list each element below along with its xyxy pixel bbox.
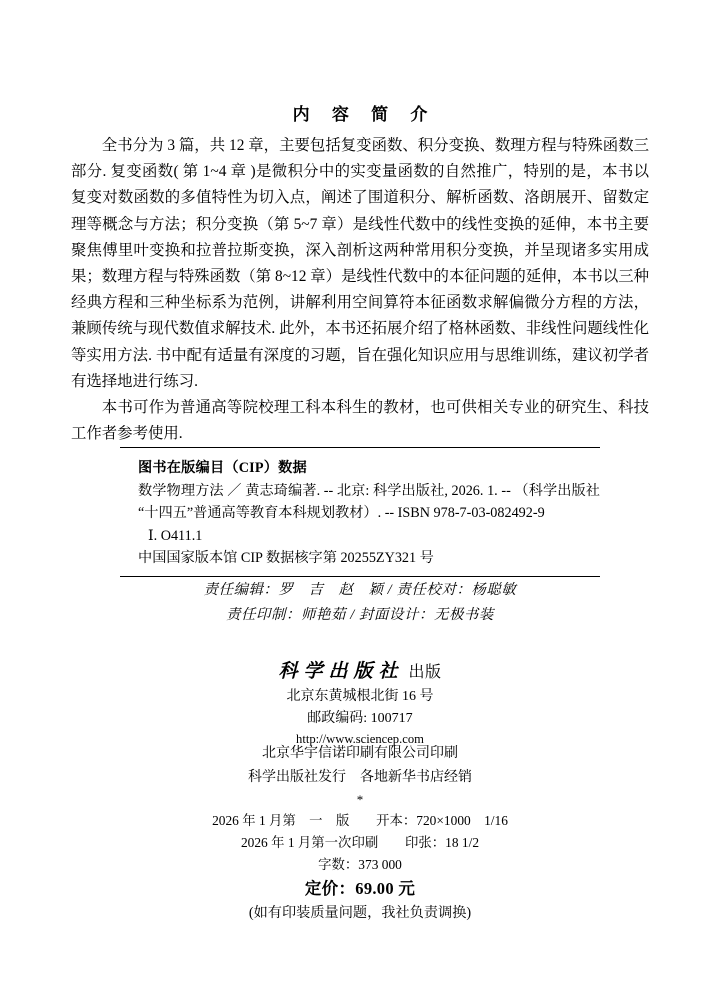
separator-asterisk: * <box>356 792 364 807</box>
cip-archive-number: 中国国家版本馆 CIP 数据核字第 20255ZY321 号 <box>138 550 434 566</box>
credit-editor-line: 责任编辑：罗 吉 赵 颖 / 责任校对：杨聪敏 <box>203 582 517 598</box>
page-title: 内 容 简 介 <box>292 105 437 124</box>
credit-production-line: 责任印制：师艳茹 / 封面设计：无极书装 <box>226 607 494 623</box>
publisher-address: 北京东黄城根北街 16 号 <box>286 689 434 704</box>
abstract-paragraph-1: 全书分为 3 篇，共 12 章，主要包括复变函数、积分变换、数理方程与特殊函数三部分. 复变函数( 第 1~4 章 )是微积分中的实变量函数的自然推广，特别的是，本书以复变对数函数的多值特性为切入点，阐述了围道积分、解析函数、洛朗展开、留数定理等概念与方法；积分变换（第 5~7 章）是线性代数中的线性变换的延伸，本书主要聚焦傅里叶变换和拉普拉斯变换，深入剖析这两种常用积分变换，并呈现诸多实用成果；数理方程与特殊函数（第 8~12 章）是线性代数中的本征问题的延伸，本书以三种经典方程和三种坐标系为范例，讲解利用空间算符本征函数求解偏微分方程的方法，兼顾传统与现代数值求解技术. 此外，本书还拓展介绍了格林函数、非线性问题线性化等实用方法. 书中配有适量有深度的习题，旨在强化知识应用与思维训练，建议初学者有选择地进行练习. <box>71 137 649 390</box>
printing-block <box>0 742 720 925</box>
cip-rule-bottom <box>120 576 600 577</box>
cip-block <box>120 447 600 577</box>
abstract-body <box>71 133 649 447</box>
printer-line: 北京华宇信诺印刷有限公司印刷 <box>262 746 458 761</box>
publisher-postcode: 邮政编码: 100717 <box>307 710 413 726</box>
word-count-line: 字数：373 000 <box>318 857 402 872</box>
publisher-line <box>0 658 720 686</box>
distribution-line: 科学出版社发行 各地新华书店经销 <box>248 770 472 785</box>
cip-content <box>120 448 600 576</box>
price-line: 定价：69.00 元 <box>304 879 416 898</box>
abstract-paragraph-2: 本书可作为普通高等院校理工科本科生的教材，也可供相关专业的研究生、科技工作者参考使用. <box>71 399 649 443</box>
cip-entry-line: 数学物理方法 ／ 黄志琦编著. -- 北京: 科学出版社, 2026. 1. -- （科学出版社“十四五”普通高等教育本科规划教材）. -- ISBN 978-7-03-082492-9 <box>138 482 600 521</box>
cip-title: 图书在版编目（CIP）数据 <box>138 460 307 476</box>
credits-block <box>0 578 720 628</box>
quality-note: (如有印装质量问题，我社负责调换) <box>248 905 472 921</box>
publisher-suffix-label: 出版 <box>408 664 442 681</box>
imprint-block <box>0 658 720 750</box>
publisher-url[interactable]: http://www.sciencep.com <box>296 732 424 746</box>
impression-line: 2026 年 1 月第一次印刷 印张：18 1/2 <box>240 835 480 850</box>
publisher-logo: 科学出版社 <box>278 660 404 682</box>
cip-classification: Ⅰ. O411.1 <box>148 527 203 544</box>
edition-line: 2026 年 1 月第 一 版 开本：720×1000 1/16 <box>212 813 508 828</box>
